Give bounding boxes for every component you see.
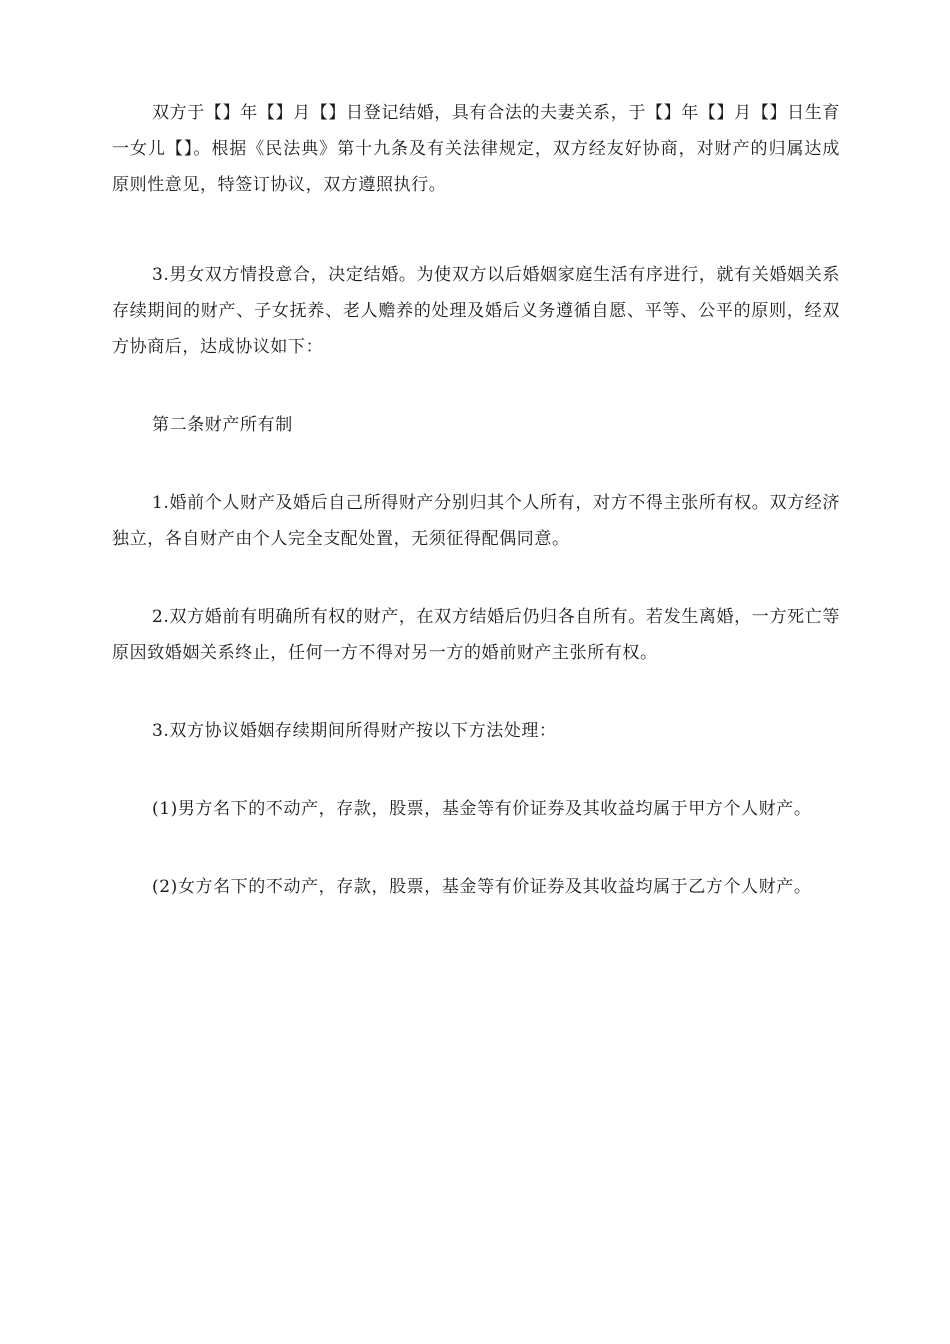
paragraph-spacer: [112, 749, 840, 791]
paragraph-item-1: 1.婚前个人财产及婚后自己所得财产分别归其个人所有，对方不得主张所有权。双方经济独立，各自财产由个人完全支配处置，无须征得配偶同意。: [112, 493, 840, 549]
paragraph-spacer: [112, 557, 840, 599]
paragraph-spacer: [112, 203, 840, 257]
paragraph-item-2: 2.双方婚前有明确所有权的财产，在双方结婚后仍归各自所有。若发生离婚，一方死亡等原因致婚姻关系终止，任何一方不得对另一方的婚前财产主张所有权。: [112, 607, 840, 663]
paragraph-clause-3-intro: 3.男女双方情投意合，决定结婚。为使双方以后婚姻家庭生活有序进行，就有关婚姻关系存续期间的财产、子女抚养、老人赡养的处理及婚后义务遵循自愿、平等、公平的原则，经双方协商后，达成协议如下：: [112, 265, 840, 357]
paragraph-item-3: 3.双方协议婚姻存续期间所得财产按以下方法处理：: [152, 721, 557, 741]
document-page: [112, 95, 840, 905]
paragraph-spacer: [112, 443, 840, 485]
paragraph-subitem-1: (1)男方名下的不动产，存款，股票，基金等有价证券及其收益均属于甲方个人财产。: [152, 799, 812, 819]
section-heading-article-2: 第二条财产所有制: [152, 415, 293, 435]
paragraph-subitem-2: (2)女方名下的不动产，存款，股票，基金等有价证券及其收益均属于乙方个人财产。: [152, 877, 812, 897]
paragraph-spacer: [112, 671, 840, 713]
paragraph-marriage-registration: 双方于【】年【】月【】日登记结婚，具有合法的夫妻关系，于【】年【】月【】日生育一女儿【】。根据《民法典》第十九条及有关法律规定，双方经友好协商，对财产的归属达成原则性意见，特签订协议，双方遵照执行。: [112, 103, 840, 195]
paragraph-spacer: [112, 365, 840, 407]
paragraph-spacer: [112, 827, 840, 869]
